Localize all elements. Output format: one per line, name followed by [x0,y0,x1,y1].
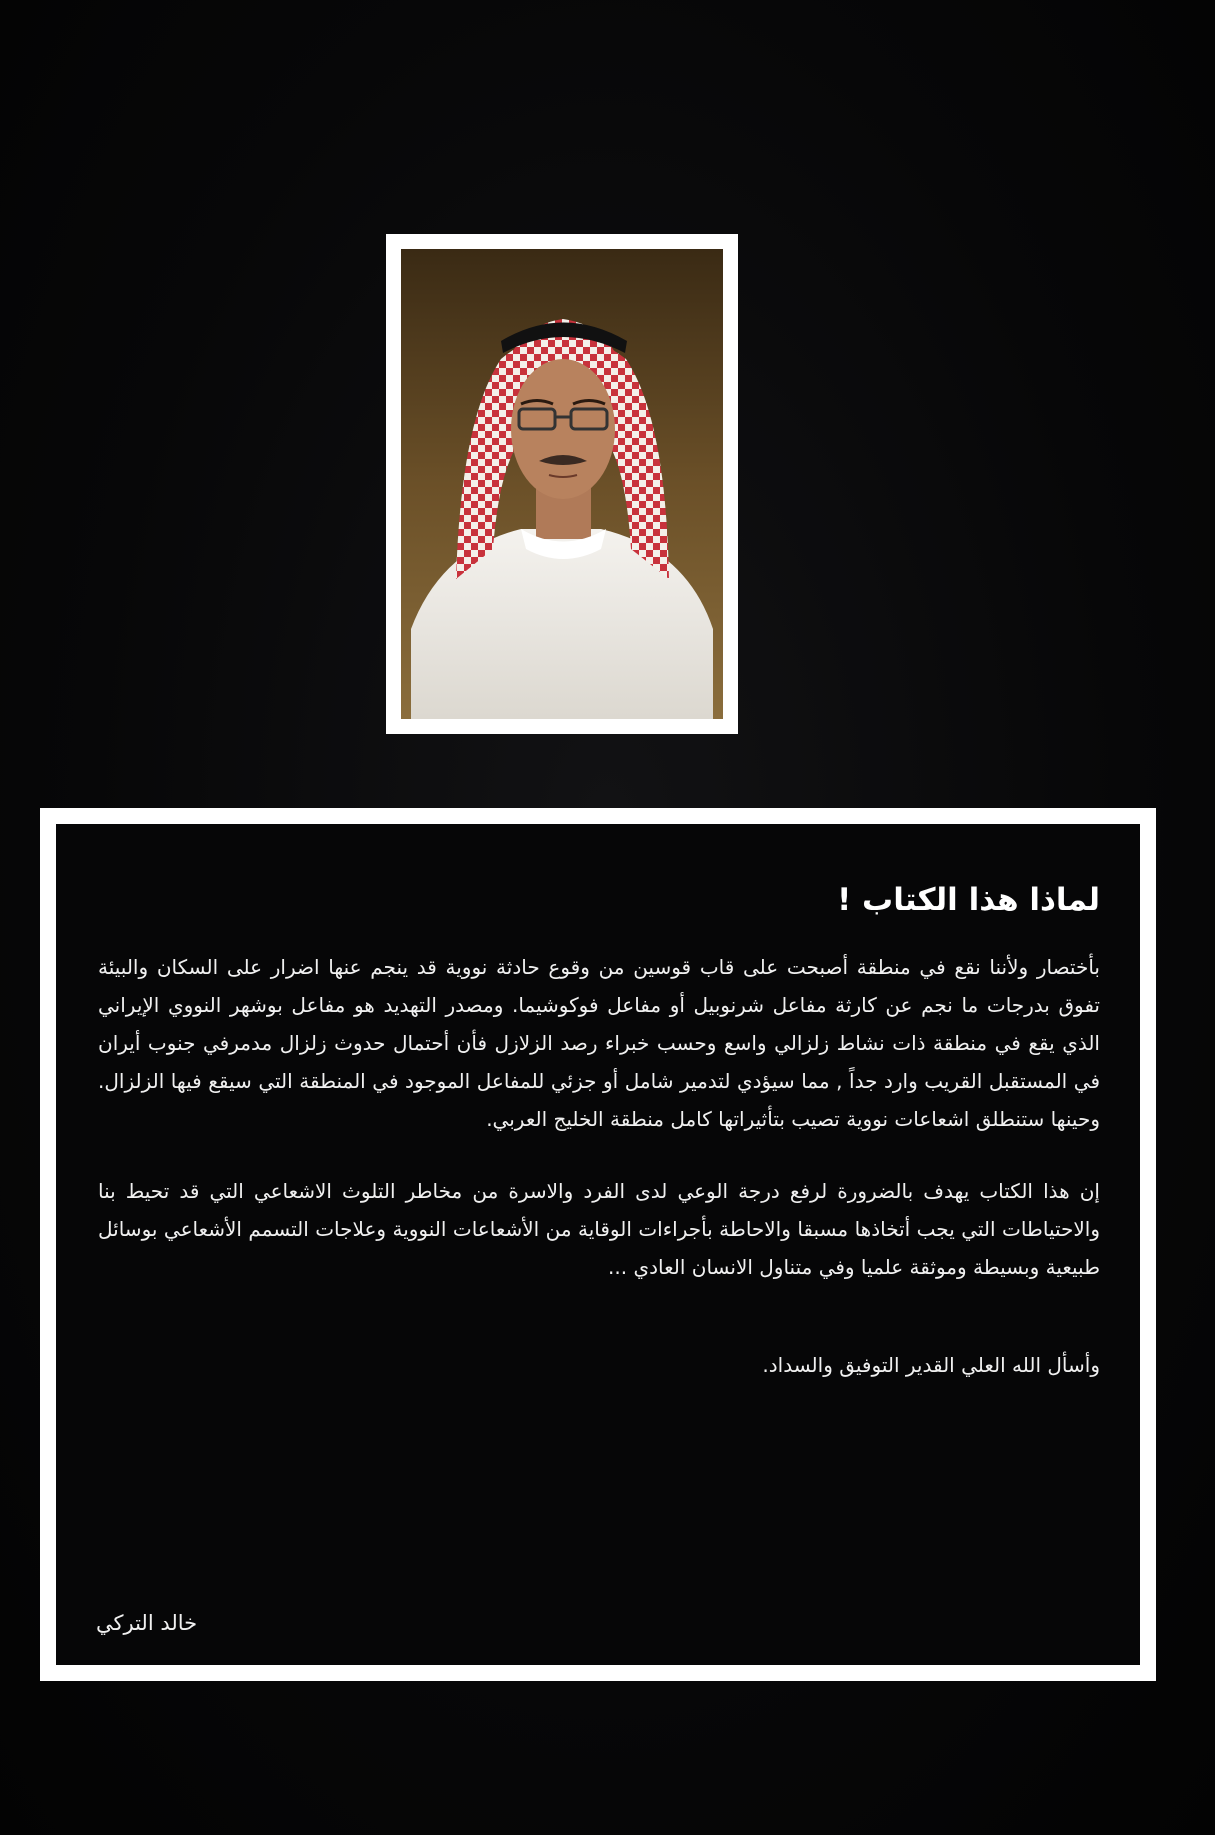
author-photo [401,249,723,719]
closing-prayer: وأسأل الله العلي القدير التوفيق والسداد. [762,1353,1100,1377]
section-heading: لماذا هذا الكتاب ! [837,882,1100,918]
description-frame [40,808,1156,1681]
description-panel [56,824,1140,1665]
author-signature: خالد التركي [96,1611,198,1635]
paragraph-2: إن هذا الكتاب يهدف بالضرورة لرفع درجة الوعي لدى الفرد والاسرة من مخاطر التلوث الاشعاعي التي قد تحيط بنا والاحتياطات التي يجب أتخاذها مسبقا والاحاطة بأجراءات الوقاية من الأشعاعات النووية وعلاجات التسمم الأشعاعي بوسائل طبيعية وبسيطة وموثقة علميا وفي متناول الانسان العادي ... [98,1179,1100,1279]
paragraph-1: بأختصار ولأننا نقع في منطقة أصبحت على قاب قوسين من وقوع حادثة نووية قد ينجم عنها اضرار على السكان والبيئة تفوق بدرجات ما نجم عن كارثة مفاعل شرنوبيل أو مفاعل فوكوشيما. ومصدر التهديد هو مفاعل بوشهر النووي الإيراني الذي يقع في منطقة ذات نشاط زلزالي واسع وحسب خبراء رصد الزلازل فأن أحتمال حدوث زلزال مدمرفي جنوب أيران في المستقبل القريب وارد جداً , مما سيؤدي لتدمير شامل أو جزئي للمفاعل الموجود في المنطقة التي سيقع فيها الزلزال. وحينها ستنطلق اشعاعات نووية تصيب بتأثيراتها كامل منطقة الخليج العربي. [98,955,1100,1131]
author-photo-frame [386,234,738,734]
